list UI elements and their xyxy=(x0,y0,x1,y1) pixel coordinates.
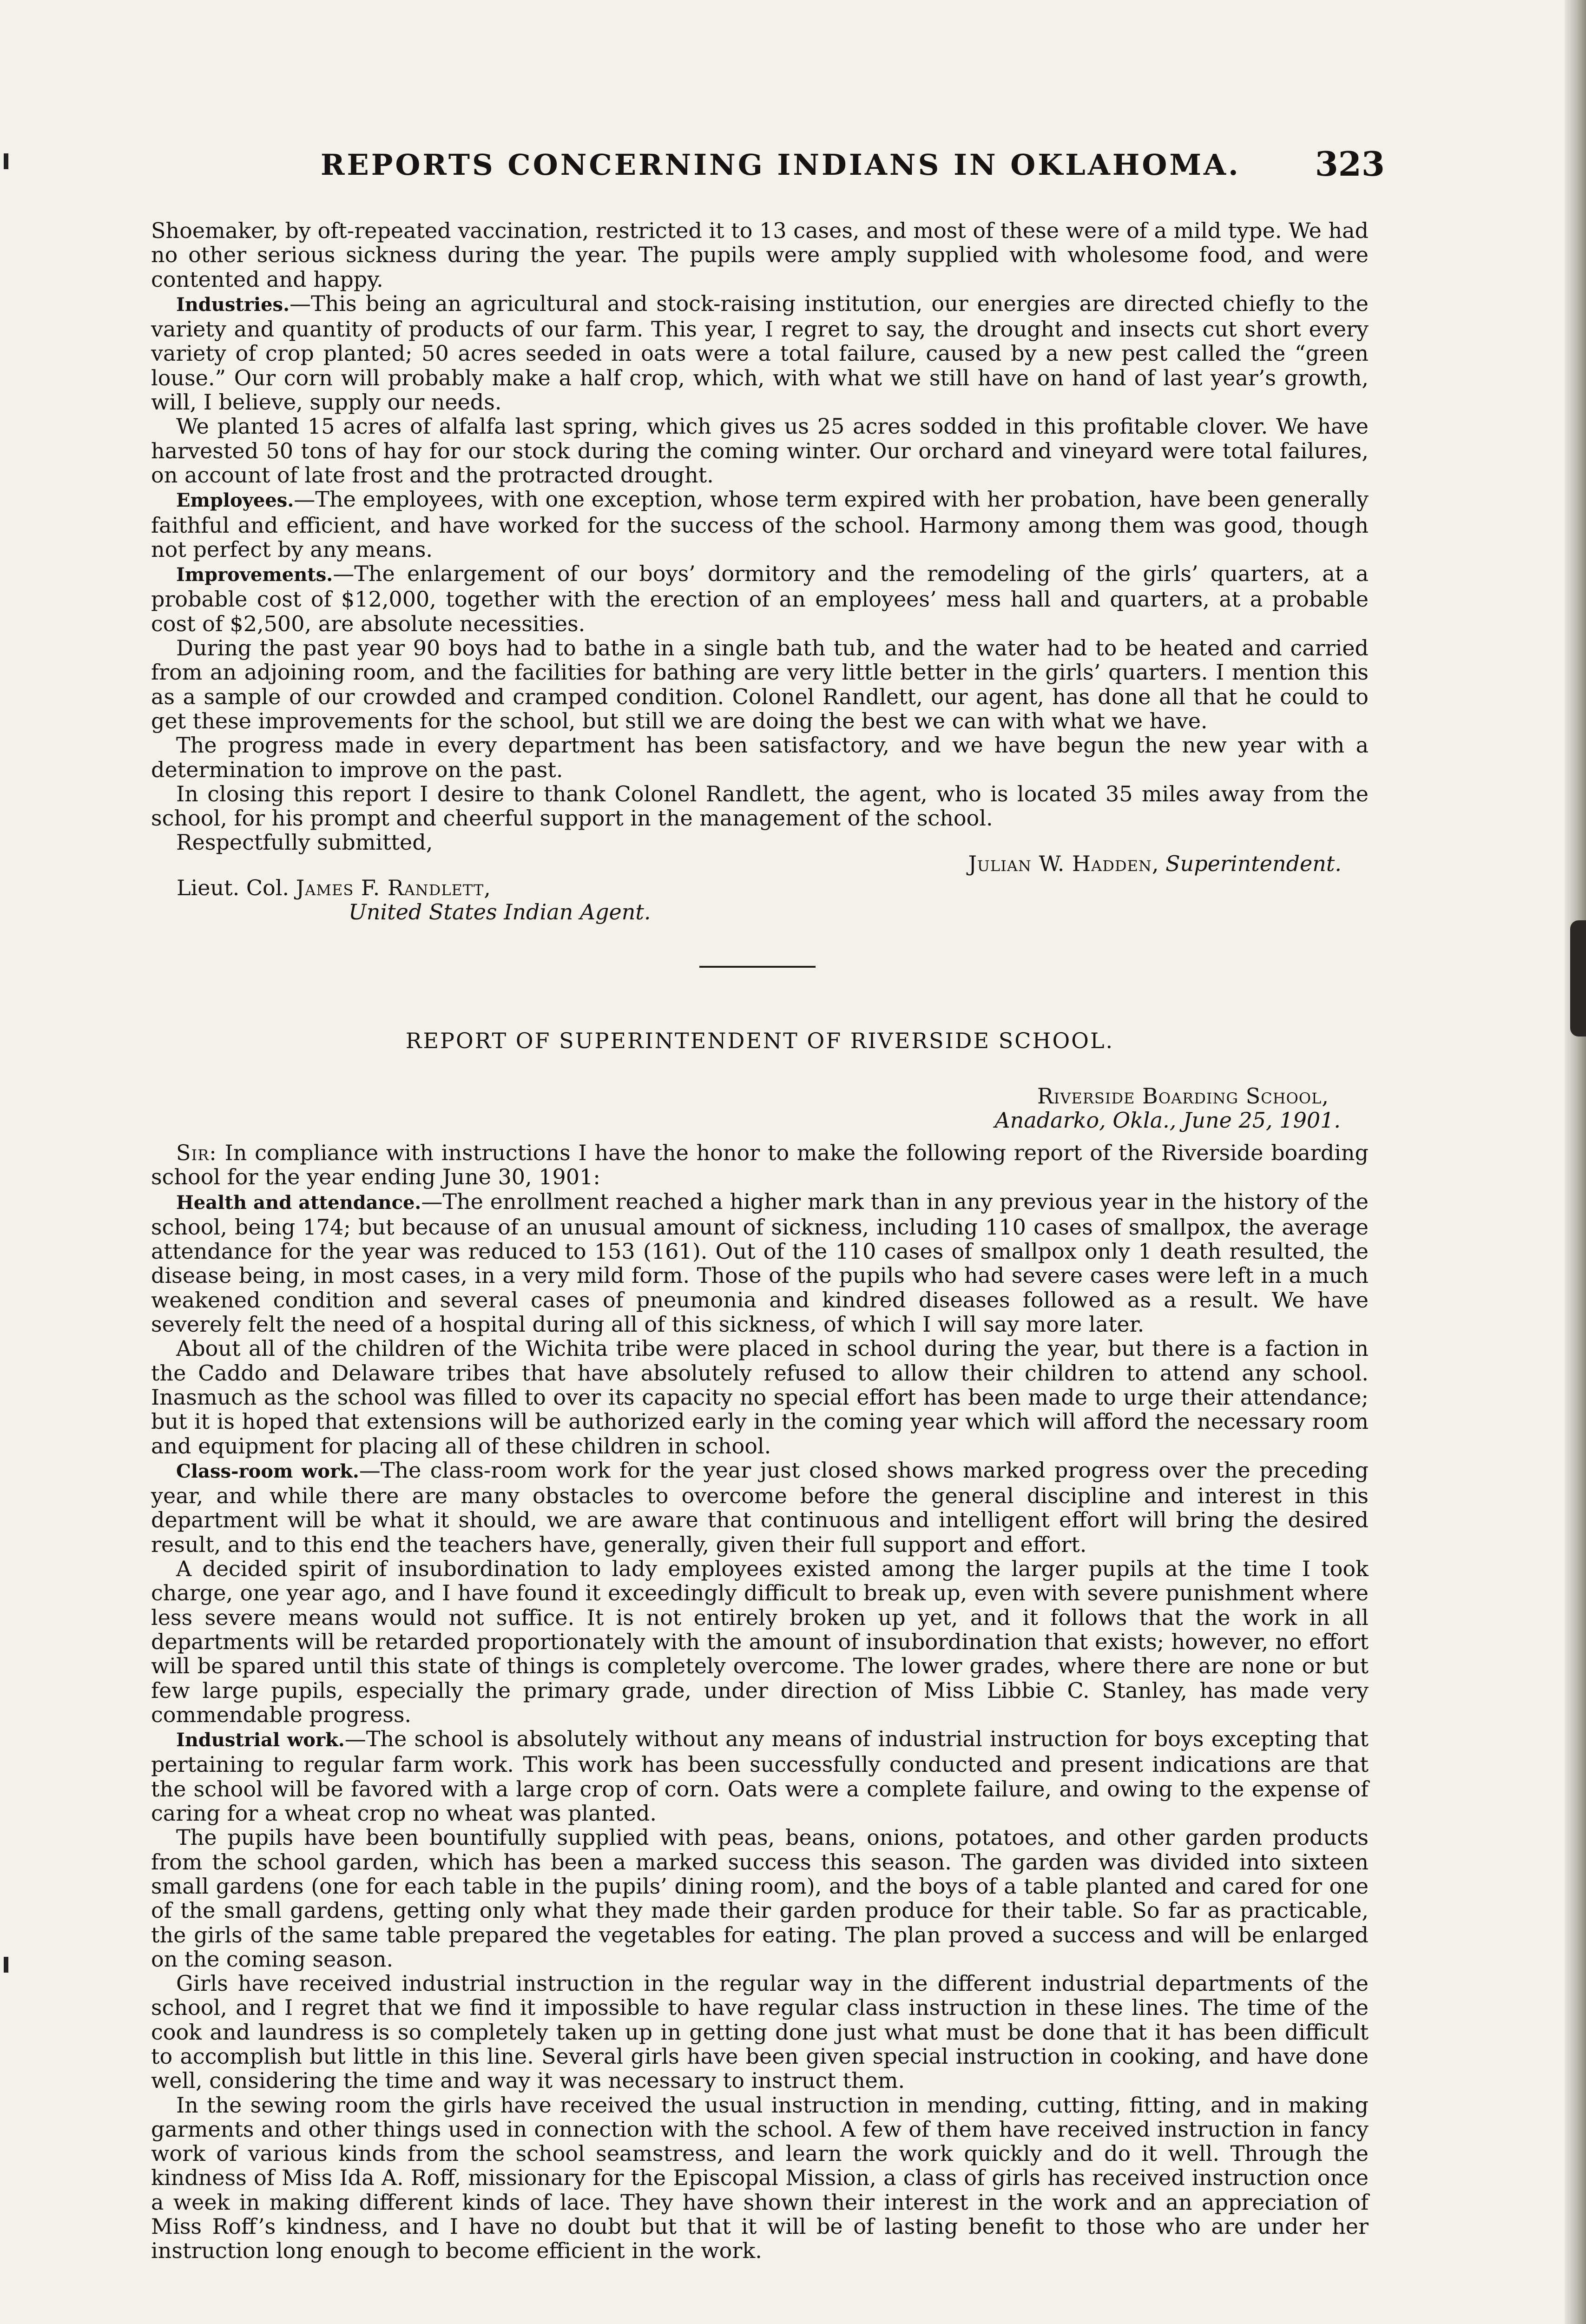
paragraph: The pupils have been bountifully supplied with peas, beans, onions, potatoes, and other garden products from the school garden, which has been a marked success this season. The garden was divided into sixteen small gardens (one for each table in the pupils’ dining room), and the boys of a table planted and cared for one of the small gardens, getting only what they made their garden produce for their table. So far as practicable, the girls of the same table prepared the vegetables for eating. The plan proved a success and will be enlarged on the coming season. xyxy=(151,1825,1369,1972)
signature: Julian W. Hadden, Superintendent. xyxy=(968,851,1342,876)
page-number: 323 xyxy=(1315,144,1385,184)
paragraph: Shoemaker, by oft-repeated vaccination, restricted it to 13 cases, and most of these were of a mild type. We had no other serious sickness during the year. The pupils were amply supplied with wholesome food, and were contented and happy. xyxy=(151,218,1369,292)
running-head: REPORTS CONCERNING INDIANS IN OKLAHOMA. xyxy=(321,148,1241,182)
paragraph: Class-room work.—The class-room work for the year just closed shows marked progress over the preceding year, and while there are many obstacles to overcome before the general discipline and interest in this department will be what it should, we are aware that continuous and intelligent effort will bring the desired result, and to this end the teachers have, generally, given their full support and effort. xyxy=(151,1457,1369,1557)
run-in-heading: Class-room work. xyxy=(176,1460,359,1482)
page-tab xyxy=(1570,920,1586,1037)
paragraph: Sir: In compliance with instructions I have the honor to make the following report of the Riverside boarding school for the year ending June 30, 1901: xyxy=(151,1140,1369,1190)
signer-name: Julian W. Hadden xyxy=(968,851,1152,876)
paragraph: Respectfully submitted, xyxy=(176,830,433,855)
addressee-name: James F. Randlett, xyxy=(296,875,491,900)
addressee xyxy=(151,876,1369,924)
paragraph: In closing this report I desire to thank Colonel Randlett, the agent, who is located 35 miles away from the school, for his prompt and cheerful support in the management of the school. xyxy=(151,781,1369,831)
addressee-rank: Lieut. Col. xyxy=(177,875,290,900)
paragraph: About all of the children of the Wichita tribe were placed in school during the year, but there is a faction in the Caddo and Delaware tribes that have absolutely refused to allow their children to attend any school. Inasmuch as the school was filled to over its capacity no special effort has been made to urge their attendance; but it is hoped that extensions will be authorized early in the coming year which will afford the necessary room and equipment for placing all of these children in school. xyxy=(151,1336,1369,1459)
dateline xyxy=(151,1084,1369,1133)
run-in-heading: Industries. xyxy=(176,293,290,316)
section-divider xyxy=(699,966,816,968)
paragraph: During the past year 90 boys had to bathe in a single bath tub, and the water had to be heated and carried from an adjoining room, and the facilities for bathing are very little better in the girls’ quarters. I mention this as a sample of our crowded and cramped condition. Colonel Randlett, our agent, has done all that he could to get these improvements for the school, but still we are doing the best we can with what we have. xyxy=(151,635,1369,733)
paragraph: A decided spirit of insubordination to lady employees existed among the larger pupils at the time I took charge, one year ago, and I have found it exceedingly difficult to break up, even with severe punishment where less severe means would not suffice. It is not entirely broken up yet, and it follows that the work in all departments will be retarded proportionately with the amount of insubordination that exists; however, no effort will be spared until this state of things is completely overcome. The lower grades, where there are none or but few large pupils, especially the primary grade, under direction of Miss Libbie C. Stanley, has made very commendable progress. xyxy=(151,1556,1369,1727)
paragraph: Girls have received industrial instruction in the regular way in the different industrial departments of the school, and I regret that we find it impossible to have regular class instruction in these lines. The time of the cook and laundress is so completely taken up in getting done just what must be done that it has been difficult to accomplish but little in this line. Several girls have been given special instruction in cooking, and have done well, considering the time and way it was necessary to instruct them. xyxy=(151,1971,1369,2093)
run-in-heading: Health and attendance. xyxy=(176,1191,421,1214)
run-in-heading: Improvements. xyxy=(176,564,333,586)
page-edge xyxy=(1565,0,1586,2324)
salutation: Sir: xyxy=(176,1140,217,1165)
paragraph: Employees.—The employees, with one exception, whose term expired with her probation, have been generally faithful and efficient, and have worked for the success of the school. Harmony among them was good, though not perfect by any means. xyxy=(151,487,1369,562)
signer-title: Superintendent. xyxy=(1165,851,1342,876)
binding-mark xyxy=(4,153,8,169)
paragraph: The progress made in every department has been satisfactory, and we have begun the new year with a determination to improve on the past. xyxy=(151,733,1369,782)
dateline-place: Riverside Boarding School, xyxy=(1037,1083,1329,1109)
paragraph: Health and attendance.—The enrollment reached a higher mark than in any previous year in the history of the school, being 174; but because of an unusual amount of sickness, including 110 cases of smallpox, the average attendance for the year was reduced to 153 (161). Out of the 110 cases of smallpox only 1 death resulted, the disease being, in most cases, in a very mild form. Those of the pupils who had severe cases were left in a much weakened condition and several cases of pneumonia and kindred diseases followed as a result. We have severely felt the need of a hospital during all of this sickness, of which I will say more later. xyxy=(151,1188,1369,1337)
binding-mark xyxy=(4,1957,8,1973)
paragraph: Improvements.—The enlargement of our boys’ dormitory and the remodeling of the girls’ quarters, at a probable cost of $12,000, together with the erection of an employees’ mess hall and quarters, at a probable cost of $2,500, are absolute necessities. xyxy=(151,561,1369,636)
run-in-heading: Employees. xyxy=(176,489,294,512)
paragraph: We planted 15 acres of alfalfa last spring, which gives us 25 acres sodded in this profitable clover. We have harvested 50 tons of hay for our stock during the coming winter. Our orchard and vineyard were total failures, on account of late frost and the protracted drought. xyxy=(151,414,1369,488)
addressee-title: United States Indian Agent. xyxy=(349,899,651,925)
run-in-heading: Industrial work. xyxy=(176,1729,345,1751)
page-header xyxy=(321,144,1385,190)
paragraph: Industrial work.—The school is absolutely without any means of industrial instruction for boys excepting that pertaining to regular farm work. This work has been successfully conducted and present indications are that the school will be favored with a large crop of corn. Oats were a complete failure, and owing to the expense of caring for a wheat crop no wheat was planted. xyxy=(151,1726,1369,1826)
section-2-body xyxy=(151,1141,1369,2263)
section-1-body xyxy=(151,218,1369,855)
paragraph: Industries.—This being an agricultural and stock-raising institution, our energies are directed chiefly to the variety and quantity of products of our farm. This year, I regret to say, the drought and insects cut short every variety of crop planted; 50 acres seeded in oats were a total failure, caused by a new pest called the “green louse.” Our corn will probably make a half crop, which, with what we still have on hand of last year’s growth, will, I believe, supply our needs. xyxy=(151,290,1369,415)
dateline-date: Anadarko, Okla., June 25, 1901. xyxy=(994,1108,1341,1133)
paragraph: In the sewing room the girls have received the usual instruction in mending, cutting, fitting, and in making garments and other things used in connection with the school. A few of them have received instruction in fancy work of various kinds from the school seamstress, and learn the work quickly and do it well. Through the kindness of Miss Ida A. Roff, missionary for the Episcopal Mission, a class of girls has received instruction once a week in making different kinds of lace. They have shown their interest in the work and an appreciation of Miss Roff’s kindness, and I have no doubt but that it will be of lasting benefit to those who are under her instruction long enough to become efficient in the work. xyxy=(151,2092,1369,2264)
section-title: REPORT OF SUPERINTENDENT OF RIVERSIDE SCHOOL. xyxy=(405,1028,1114,1053)
